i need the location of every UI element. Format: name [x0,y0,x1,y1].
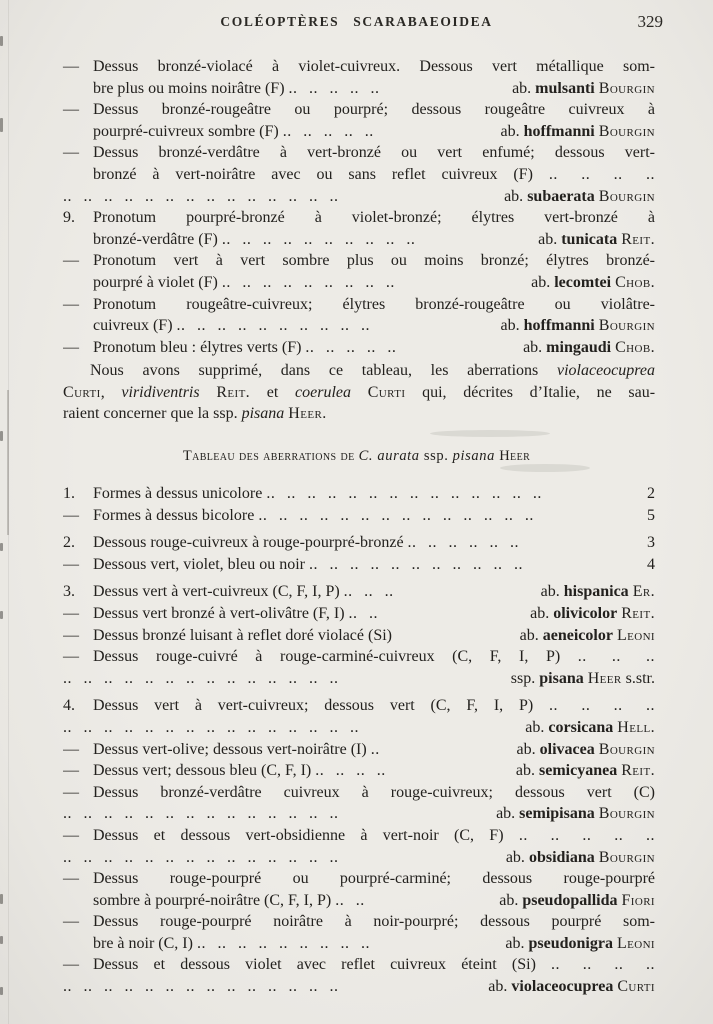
line-left [63,668,339,690]
key-entry-line [63,483,655,505]
author-name: Curti [367,383,406,401]
line-result [478,976,655,998]
text: Dessus vert bronzé à vert-olivâtre (F, I) [93,604,349,622]
taxon-name: corsicana [548,718,614,736]
text: Pronotum vert à vert sombre plus ou moins bronzé; élytres bronzé- [93,252,655,270]
line-left [63,739,380,761]
line-left [93,272,395,294]
text: Pronotum pourpré-bronzé à violet-bronzé; élytres vert-bronzé à [93,209,655,227]
text: Dessus rouge-pourpré noirâtre à noir-pourpré; dessous pourpré som- [93,913,655,931]
line-result [637,554,655,576]
dot-leaders: .. .. .. .. .. .. .. .. .. .. .. .. .. .. [63,805,339,823]
text: ab. [496,805,520,823]
italic-text: violaceocuprea [556,362,655,379]
entry-marker: — [63,295,79,313]
author-name: Fiori [621,891,655,909]
continuation-line [63,186,655,208]
dot-leaders: .. .. .. .. .. .. .. .. .. [196,934,370,952]
entry-marker: — [63,870,79,888]
dot-leaders: .. .. .. .. .. [518,826,655,844]
line-left [93,229,415,251]
key-entry-line [63,581,655,603]
entry-marker: — [63,626,79,644]
entry-marker: — [63,826,79,844]
line-result [520,603,655,625]
dot-leaders: .. .. .. .. .. .. .. .. .. [221,273,395,291]
continuation-line [63,315,655,337]
dot-leaders: .. .. .. .. .. .. .. .. .. .. .. .. .. .. [258,506,534,524]
line-left [63,483,542,505]
entry-marker: — [63,783,79,801]
continuation-line [63,403,655,425]
scan-artifact [0,36,3,46]
text: s.str. [621,669,655,687]
text: ab. [519,626,543,644]
continuation-line [63,976,655,998]
text: 2 [647,485,655,502]
text: pourpré à violet (F) [93,273,222,291]
taxon-name: tunicata [561,230,618,248]
taxon-name: hoffmanni [523,122,595,140]
line-result [513,337,655,359]
line-left [93,121,374,143]
dot-leaders: .. .. [348,604,379,622]
text: Dessus bronzé-verdâtre cuivreux à rouge-cuivreux; dessous vert (C) [93,783,655,801]
dot-leaders: .. .. .. .. .. [282,122,374,140]
text: Dessus vert-olive; dessous vert-noirâtre (I) [93,740,371,758]
line-result [510,625,655,647]
text: Formes à dessus unicolore [93,485,267,502]
dot-leaders: .. .. .. .. [548,165,656,183]
author-name: Leoni [616,934,655,952]
author-name: Chob. [615,338,655,356]
text: bronzé-verdâtre (F) [93,230,222,248]
line-left [63,186,339,208]
line-left [63,554,523,576]
entry-marker: — [63,252,79,270]
entry-marker: — [63,338,79,356]
entry-marker: 1. [63,485,75,502]
dot-leaders: .. .. .. .. .. .. .. .. .. .. .. .. .. .. [63,848,339,866]
scan-artifact [0,431,3,441]
dot-leaders: .. .. .. .. [315,762,386,780]
entry-marker: — [63,956,79,974]
entry-marker: — [63,604,79,622]
continuation-line [63,164,655,186]
text: Dessus rouge-pourpré ou pourpré-carminé; dessous rouge-pourpré [93,870,655,888]
text: Pronotum bleu : élytres verts (F) [93,338,306,356]
text: bre à noir (C, I) [93,934,197,952]
dot-leaders: .. .. .. .. .. .. .. .. .. .. .. [308,555,523,573]
text: Pronotum rougeâtre-cuivreux; élytres bronzé-rougeâtre ou violâtre- [93,295,655,313]
line-result [637,483,655,505]
line-result [494,186,655,208]
continuation-line [63,382,655,404]
taxon-name: lecomtei [554,273,612,291]
taxon-name: hoffmanni [523,317,595,335]
author-name: Bourgin [598,740,655,758]
text: Dessus bronzé-rougeâtre ou pourpré; dessous rougeâtre cuivreux à [93,101,655,119]
continuation-line [63,668,655,690]
continuation-line [63,803,655,825]
continuation-line [63,717,655,739]
key-entry-line [63,646,655,668]
dot-leaders: .. .. .. .. [549,697,656,715]
text: Dessus et dessous vert-obsidienne à vert-noir (C, F) [93,826,519,844]
author-name: Heer [587,669,622,687]
line-result [528,229,655,251]
key-entry-line [63,294,655,316]
author-name: Reit. [621,762,655,780]
text: ab. [488,978,512,996]
line-result [491,315,655,337]
text: Dessus vert à vert-cuivreux (C, F, I, P) [93,583,344,601]
text: ab. [523,338,547,356]
aberration-key-pisana [63,483,655,998]
line-result [521,272,655,294]
dot-leaders: .. .. .. .. .. .. .. .. .. .. .. .. .. .. [266,485,542,502]
key-entry-line [63,739,655,761]
continuation-line [63,890,655,912]
taxon-name: mingaudi [546,338,612,356]
suppression-note-paragraph [63,360,655,425]
line-left [63,717,359,739]
text: , [100,383,122,401]
running-head [0,14,713,36]
text: Dessus vert; dessous bleu (C, F, I) [93,762,316,780]
scan-artifact [0,936,3,944]
text: et [250,383,296,401]
continuation-line [63,933,655,955]
author-name: Heer [288,405,323,423]
key-entry-line [63,99,655,121]
text: bronzé à vert-noirâtre avec ou sans reflet cuivreux (F) [93,165,549,183]
line-left [93,78,380,100]
taxon-name: subaerata [527,187,595,205]
author-name: Bourgin [598,187,655,205]
text: 5 [647,506,655,524]
line-result [491,121,655,143]
text: ab. [505,848,529,866]
text: Formes à dessus bicolore [93,506,259,524]
dot-leaders: .. .. .. .. .. .. [407,534,520,552]
line-result [489,890,655,912]
italic-text: viridiventris [121,383,200,401]
scan-artifact [0,118,3,132]
scan-artifact [0,987,3,995]
text: ssp. [510,669,540,687]
entry-marker: — [63,913,79,931]
italic-text: pisana [452,448,495,464]
taxon-name: semicyanea [539,762,618,780]
key-entry-line [63,625,655,647]
text: ab. [512,79,536,97]
entry-marker: — [63,648,79,666]
text: raient concerner que la ssp. [63,405,242,423]
key-entry-line [63,825,655,847]
entry-marker: — [63,555,79,573]
text: sombre à pourpré-noirâtre (C, F, I, P) [93,891,336,909]
key-entry-line [63,505,655,527]
entry-marker: — [63,762,79,780]
text: ab. [531,273,555,291]
continuation-line [63,847,655,869]
entry-marker: — [63,506,79,524]
line-left [63,803,339,825]
continuation-line [63,360,655,382]
line-result [486,803,655,825]
text: qui, décrites d’Italie, ne sau- [405,383,656,401]
key-entry-line [63,142,655,164]
italic-text: pisana [241,405,285,423]
line-left [63,847,339,869]
italic-text: coerulea [295,383,352,401]
aberration-key-frigida [63,56,655,358]
author-name: Bourgin [598,848,655,866]
line-left [63,532,519,554]
text: ab. [540,583,564,601]
dot-leaders: .. .. [335,891,365,909]
continuation-line [63,272,655,294]
line-result [637,532,655,554]
line-result [495,933,655,955]
text: Dessus bronzé-violacé à violet-cuivreux. Dessous vert métallique som- [93,58,655,75]
author-name: Chob. [615,273,655,291]
text: ab. [525,718,549,736]
entry-marker: — [63,101,79,119]
continuation-line [63,229,655,251]
text: ab. [500,317,524,335]
text: 3 [647,534,655,552]
taxon-name: semipisana [519,805,595,823]
line-left [93,933,370,955]
author-name: Bourgin [598,317,655,335]
line-left [63,760,386,782]
text: bre plus ou moins noirâtre (F) [93,79,289,97]
author-name: Bourgin [598,122,655,140]
taxon-name: obsidiana [528,848,595,866]
text: ab. [515,762,540,780]
taxon-name: violaceocuprea [511,978,614,996]
text: ab. [500,122,524,140]
line-left [93,315,370,337]
author-name: Tableau des aberrations de [182,448,359,464]
scan-artifact [0,894,3,904]
text: ssp. [419,448,453,464]
line-left [93,890,365,912]
text: 4 [647,555,655,573]
text: Dessus bronzé luisant à reflet doré violacé (Si) [93,626,393,644]
text: ab. [499,891,523,909]
entry-marker: 2. [63,534,75,552]
dot-leaders: .. .. .. .. .. .. .. .. .. .. .. .. .. .. [63,187,339,205]
key-entry-line [63,337,655,359]
italic-text: C. aurata [358,448,420,464]
key-entry-line [63,554,655,576]
line-left [63,505,534,527]
text: ab. [516,740,540,758]
line-left [63,337,396,359]
line-left [63,603,378,625]
scan-artifact [0,611,3,619]
dot-leaders: .. .. .. .. .. [305,338,397,356]
key-entry-line [63,760,655,782]
key-entry-line [63,911,655,933]
dot-leaders: .. .. .. [577,648,655,666]
text: Dessous rouge-cuivreux à rouge-pourpré-bronzé [93,534,408,552]
author-name: Er. [632,583,655,601]
taxon-name: pseudonigra [528,934,613,952]
taxon-name: olivacea [539,740,595,758]
text: ab. [504,187,528,205]
dot-leaders: .. .. .. .. .. [288,79,380,97]
text: Dessus et dessous violet avec reflet cuivreux éteint (Si) [93,956,552,974]
key-entry-line [63,782,655,804]
continuation-line [63,121,655,143]
author-name: Reit. [621,230,655,248]
taxon-name: mulsanti [535,79,595,97]
author-name: Bourgin [598,805,655,823]
text: Dessus vert à vert-cuivreux; dessous vert (C, F, I, P) [93,697,550,715]
author-name: Bourgin [598,79,655,97]
continuation-line [63,78,655,100]
line-result [502,78,655,100]
taxon-name: aeneicolor [542,626,613,644]
line-result [506,760,655,782]
dot-leaders: .. .. .. .. [551,956,656,974]
line-left [63,581,394,603]
dot-leaders: .. .. .. .. .. .. .. .. .. .. .. .. .. .. [63,978,339,996]
taxon-name: olivicolor [553,604,618,622]
entry-marker: — [63,58,79,75]
dot-leaders: .. .. .. .. .. .. .. .. .. .. [221,230,416,248]
entry-marker: 9. [63,209,75,227]
author-name: Reit. [216,383,251,401]
key-entry-line [63,250,655,272]
text: Dessus bronzé-verdâtre à vert-bronzé ou vert enfumé; dessous vert- [93,144,655,162]
taxon-name: pseudopallida [522,891,618,909]
entry-marker: 4. [63,697,75,715]
line-left [63,625,392,647]
key-entry-line [63,695,655,717]
dot-leaders: .. .. .. [343,583,394,601]
author-name: Curti [63,383,101,401]
key-entry-line [63,603,655,625]
line-result [507,739,655,761]
text: ab. [505,934,529,952]
entry-marker: — [63,144,79,162]
text: Nous avons supprimé, dans ce tableau, les aberrations [90,362,557,379]
text: ab. [530,604,554,622]
text: cuivreux (F) [93,317,177,335]
entry-marker: 3. [63,583,75,601]
line-result [501,668,655,690]
dot-leaders: .. .. .. .. .. .. .. .. .. .. .. .. .. .. .. [63,718,359,736]
dot-leaders: .. .. .. .. .. .. .. .. .. .. [176,317,371,335]
text [200,384,217,401]
line-result [637,505,655,527]
author-name: Heer [499,448,531,464]
text [351,384,368,401]
author-name: Curti [617,978,655,996]
text: pourpré-cuivreux sombre (F) [93,122,283,140]
key-entry-line [63,868,655,890]
text: . [322,405,327,423]
line-result [515,717,655,739]
scan-artifact [0,543,3,551]
author-name: Hell. [617,718,655,736]
taxon-name: hispanica [563,583,629,601]
line-result [496,847,655,869]
key-entry-line [63,207,655,229]
text: Dessous vert, violet, bleu ou noir [93,555,309,573]
line-result [531,581,655,603]
dot-leaders: .. [370,740,380,758]
key-entry-line [63,954,655,976]
section-heading [0,446,713,468]
running-head-title: COLÉOPTÈRES SCARABAEOIDEA [220,14,493,29]
entry-marker: — [63,740,79,758]
line-left [63,976,339,998]
text: ab. [538,230,562,248]
text: Dessus rouge-cuivré à rouge-carminé-cuivreux (C, F, I, P) [93,648,578,666]
scan-smudge [430,430,550,437]
author-name: Leoni [616,626,655,644]
key-entry-line [63,532,655,554]
page-number: 329 [637,12,663,31]
dot-leaders: .. .. .. .. .. .. .. .. .. .. .. .. .. .. [63,669,339,687]
key-entry-line [63,56,655,78]
taxon-name: pisana [539,669,584,687]
author-name: Reit. [621,604,655,622]
